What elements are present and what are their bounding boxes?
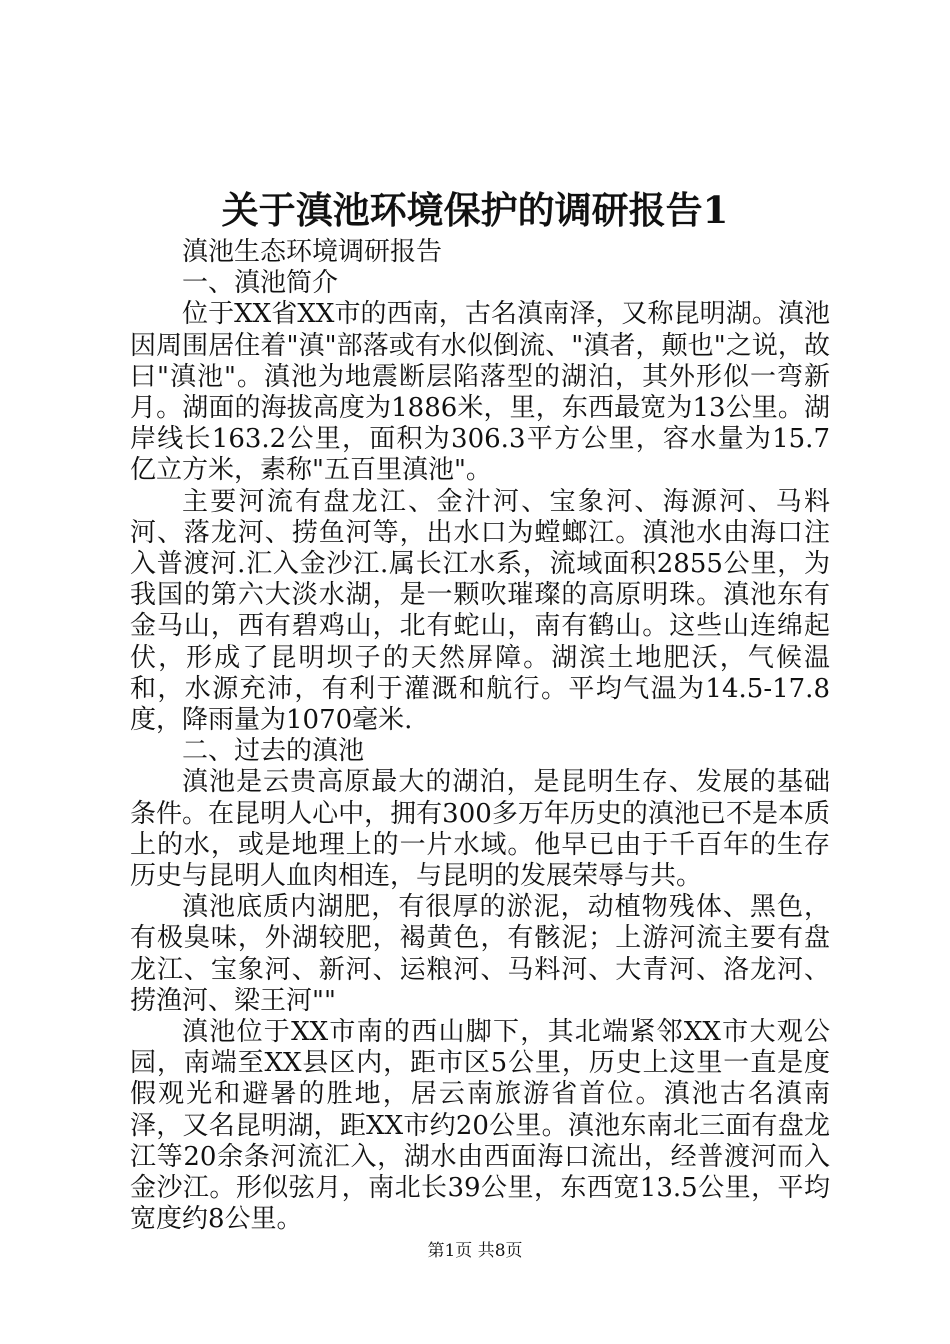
section-heading-past: 二、过去的滇池	[182, 736, 365, 767]
page-number: 第1页 共8页	[427, 1241, 523, 1261]
section-heading-intro: 一、滇池简介	[182, 268, 339, 299]
paragraph-location: 位于XX省XX市的西南，古名滇南泽，又称昆明湖。滇池因周围居住着"滇"部落或有水似倒流、"滇者，颠也"之说，故曰"滇池"。滇池为地震断层陷落型的湖泊，其外形似一弯新月。湖面的海拔高度为1886米，里，东西最宽为13公里。湖岸线长163.2公里，面积为306.3平方公里，容水量为15.7亿立方米，素称"五百里滇池"。	[130, 299, 830, 486]
paragraph-sediment: 滇池底质内湖肥，有很厚的淤泥，动植物残体、黑色，有极臭味，外湖较肥，褐黄色，有骸泥；上游河流主要有盘龙江、宝象河、新河、运粮河、马料河、大青河、洛龙河、捞渔河、梁王河""	[130, 892, 830, 1016]
paragraph-history: 滇池是云贵高原最大的湖泊，是昆明生存、发展的基础条件。在昆明人心中，拥有300多万年历史的滇池已不是本质上的水，或是地理上的一片水域。他早已由于千百年的生存历史与昆明人血肉相连，与昆明的发展荣辱与共。	[130, 767, 830, 892]
paragraph-rivers: 主要河流有盘龙江、金汁河、宝象河、海源河、马料河、落龙河、捞鱼河等，出水口为螳螂江。滇池水由海口注入普渡河.汇入金沙江.属长江水系，流域面积2855公里，为我国的第六大淡水湖，是一颗吹璀璨的高原明珠。滇池东有金马山，西有碧鸡山，北有蛇山，南有鹤山。这些山连绵起伏，形成了昆明坝子的天然屏障。湖滨土地肥沃，气候温和，水源充沛，有利于灌溉和航行。平均气温为14.5-17.8度，降雨量为1070毫米.	[130, 486, 830, 736]
report-subtitle: 滇池生态环境调研报告	[182, 237, 443, 267]
document-title: 关于滇池环境保护的调研报告1	[221, 188, 729, 232]
document-body	[130, 237, 830, 1236]
paragraph-geography: 滇池位于XX市南的西山脚下，其北端紧邻XX市大观公园，南端至XX县区内，距市区5公里，历史上这里一直是度假观光和避暑的胜地，居云南旅游省首位。滇池古名滇南泽，又名昆明湖，距XX市约20公里。滇池东南北三面有盘龙江等20余条河流汇入，湖水由西面海口流出，经普渡河而入金沙江。形似弦月，南北长39公里，东西宽13.5公里，平均宽度约8公里。	[130, 1017, 830, 1235]
